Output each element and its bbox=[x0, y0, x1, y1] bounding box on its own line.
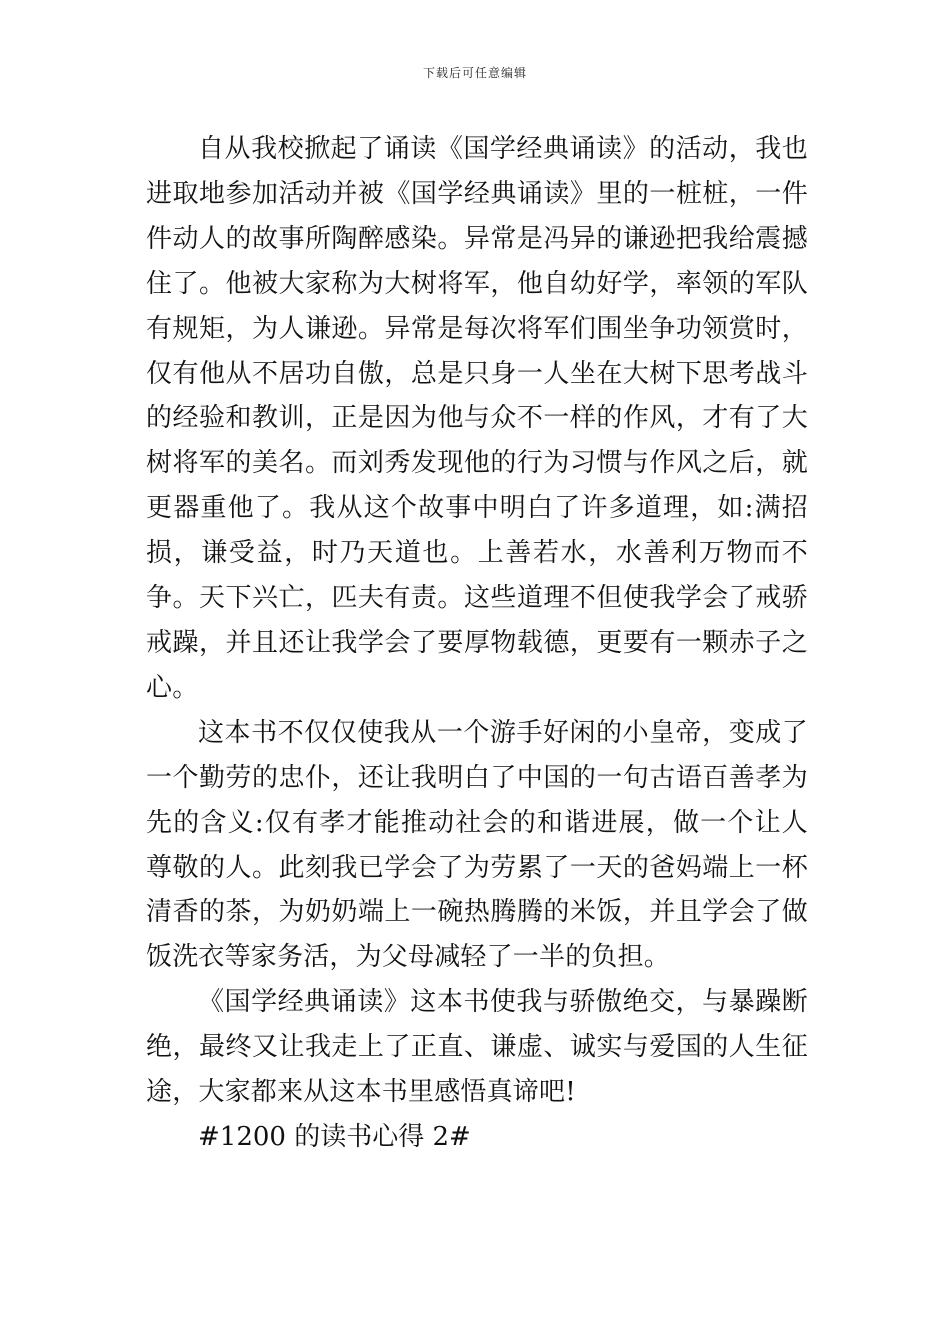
paragraph-2: 这本书不仅仅使我从一个游手好闲的小皇帝，变成了一个勤劳的忠仆，还让我明白了中国的一句古语百善孝为先的含义:仅有孝才能推动社会的和谐进展，做一个让人尊敬的人。此刻我已学会了为劳累了一天的爸妈端上一杯清香的茶，为奶奶端上一碗热腾腾的米饭，并且学会了做饭洗衣等家务活，为父母减轻了一半的负担。 bbox=[146, 717, 808, 973]
paragraph-3: 《国学经典诵读》这本书使我与骄傲绝交，与暴躁断绝，最终又让我走上了正直、谦虚、诚实与爱国的人生征途，大家都来从这本书里感悟真谛吧! bbox=[146, 987, 808, 1108]
document-body bbox=[146, 127, 808, 1160]
page-header-note: 下载后可任意编辑 bbox=[422, 66, 527, 80]
section-heading: #1200 的读书心得 2# bbox=[198, 1121, 471, 1152]
paragraph-1: 自从我校掀起了诵读《国学经典诵读》的活动，我也进取地参加活动并被《国学经典诵读》里的一桩桩，一件件动人的故事所陶醉感染。异常是冯异的谦逊把我给震撼住了。他被大家称为大树将军，他自幼好学，率领的军队有规矩，为人谦逊。异常是每次将军们围坐争功领赏时，仅有他从不居功自傲，总是只身一人坐在大树下思考战斗的经验和教训，正是因为他与众不一样的作风，才有了大树将军的美名。而刘秀发现他的行为习惯与作风之后，就更器重他了。我从这个故事中明白了许多道理，如:满招损，谦受益，时乃天道也。上善若水，水善利万物而不争。天下兴亡，匹夫有责。这些道理不但使我学会了戒骄戒躁，并且还让我学会了要厚物载德，更要有一颗赤子之心。 bbox=[146, 134, 808, 703]
